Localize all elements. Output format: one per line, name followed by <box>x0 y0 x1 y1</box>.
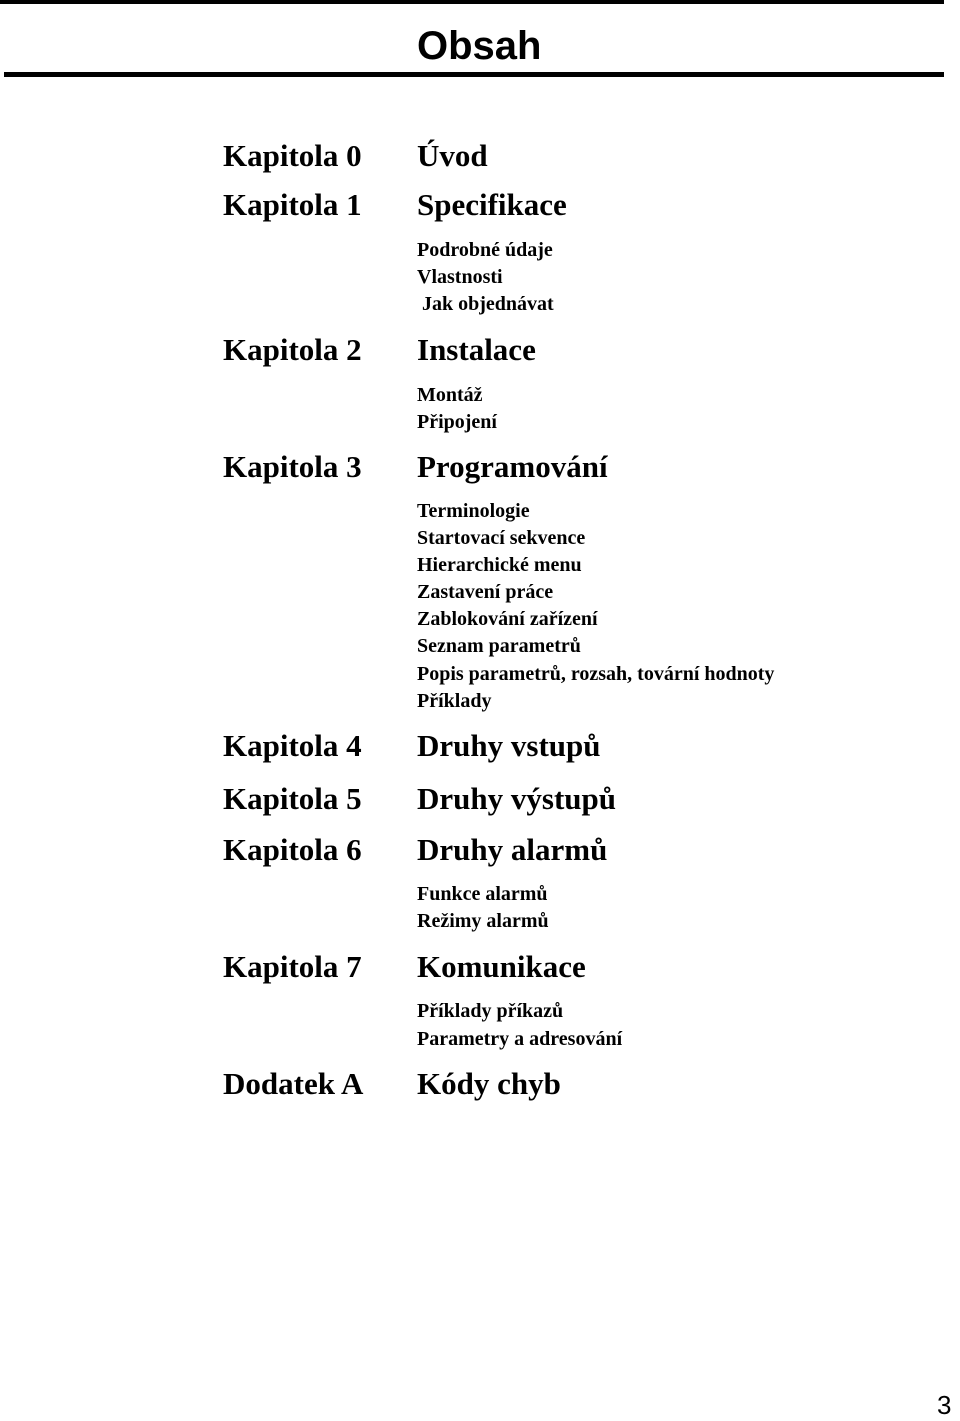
toc-sub-item[interactable]: Režimy alarmů <box>417 910 549 932</box>
chapter-title-5[interactable]: Druhy výstupů <box>417 781 616 816</box>
toc-sub-item[interactable]: Hierarchické menu <box>417 554 582 576</box>
chapter-label-3: Kapitola 3 <box>223 449 362 484</box>
toc-sub-item[interactable]: Funkce alarmů <box>417 883 548 905</box>
chapter-label-0: Kapitola 0 <box>223 138 362 173</box>
top-rule <box>0 0 944 4</box>
chapter-title-4[interactable]: Druhy vstupů <box>417 728 601 763</box>
chapter-label-1: Kapitola 1 <box>223 187 362 222</box>
toc-sub-item[interactable]: Montáž <box>417 384 483 406</box>
page-number: 3 <box>937 1390 952 1420</box>
chapter-title-6[interactable]: Druhy alarmů <box>417 832 608 867</box>
toc-sub-item[interactable]: Zastavení práce <box>417 581 554 603</box>
chapter-title-2[interactable]: Instalace <box>417 332 536 367</box>
toc-sub-item[interactable]: Připojení <box>417 411 497 433</box>
title-rule <box>4 72 944 77</box>
toc-sub-item[interactable]: Seznam parametrů <box>417 635 581 657</box>
toc-sub-item[interactable]: Vlastnosti <box>417 266 503 288</box>
toc-sub-item[interactable]: Příklady příkazů <box>417 1000 564 1022</box>
chapter-title-7[interactable]: Komunikace <box>417 949 586 984</box>
toc-sub-item[interactable]: Startovací sekvence <box>417 527 586 549</box>
chapter-title-3[interactable]: Programování <box>417 449 608 484</box>
chapter-label-6: Kapitola 6 <box>223 832 362 867</box>
toc-sub-item[interactable]: Terminologie <box>417 500 530 522</box>
toc-sub-item[interactable]: Parametry a adresování <box>417 1028 623 1050</box>
chapter-title-0[interactable]: Úvod <box>417 138 488 173</box>
chapter-label-5: Kapitola 5 <box>223 781 362 816</box>
chapter-label-appendix-a: Dodatek A <box>223 1066 364 1101</box>
toc-sub-item[interactable]: Podrobné údaje <box>417 239 553 261</box>
chapter-title-appendix-a[interactable]: Kódy chyb <box>417 1066 561 1101</box>
toc-sub-item[interactable]: Jak objednávat <box>417 293 554 315</box>
chapter-title-1[interactable]: Specifikace <box>417 187 567 222</box>
toc-sub-item[interactable]: Zablokování zařízení <box>417 608 598 630</box>
page-title: Obsah <box>417 24 542 68</box>
toc-sub-item[interactable]: Příklady <box>417 690 492 712</box>
toc-sub-item[interactable]: Popis parametrů, rozsah, tovární hodnoty <box>417 663 775 685</box>
chapter-label-2: Kapitola 2 <box>223 332 362 367</box>
chapter-label-4: Kapitola 4 <box>223 728 362 763</box>
chapter-label-7: Kapitola 7 <box>223 949 362 984</box>
